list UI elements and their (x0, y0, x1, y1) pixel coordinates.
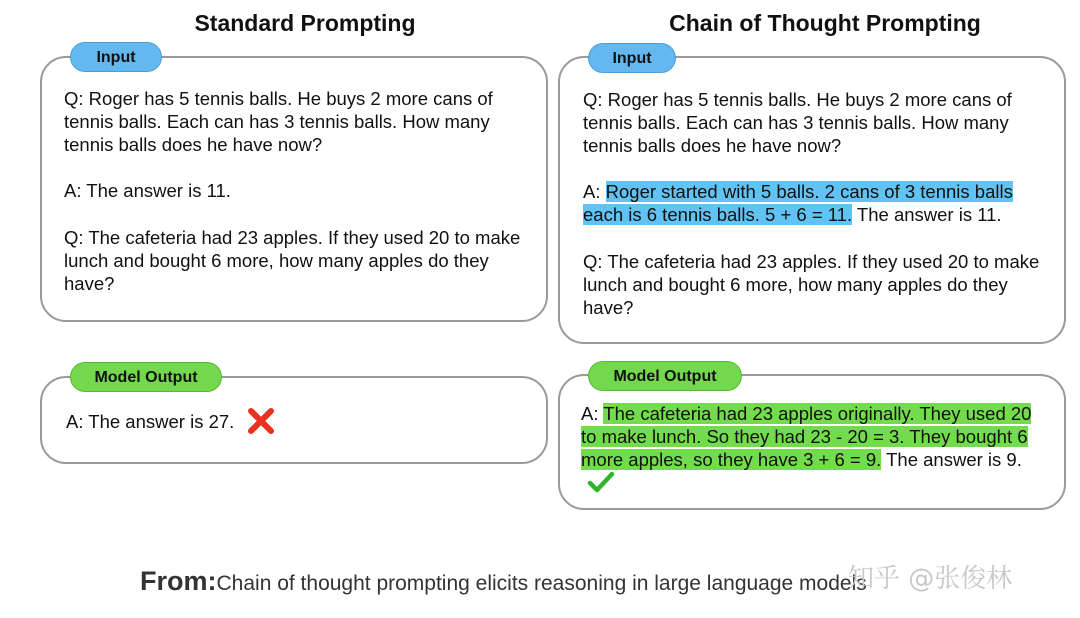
standard-prompting-heading: Standard Prompting (194, 10, 416, 36)
standard-output-text (66, 409, 526, 437)
cot-answer-1-result: The answer is 11. (856, 204, 1002, 225)
cot-answer-1 (583, 180, 1053, 226)
cot-output-reasoning: The cafeteria had 23 apples originally. They used 20 to make lunch. So they had 23 - 20 = 3. They bought 6 more apples, so they have 3 + 6 = 9. (581, 403, 1032, 470)
standard-question-2: Q: The cafeteria had 23 apples. If they used 20 to make lunch and bought 6 more, how many apples do they have? (64, 227, 521, 294)
cot-question-1: Q: Roger has 5 tennis balls. He buys 2 more cans of tennis balls. Each can has 3 tennis balls. How many tennis balls does he have now? (583, 89, 1012, 156)
cot-answer-1-reasoning: Roger started with 5 balls. 2 cans of 3 tennis balls each is 6 tennis balls. 5 + 6 = 11. (583, 181, 1013, 225)
paper-title: Chain of thought prompting elicits reasoning in large language models (216, 572, 867, 595)
cot-answer-1-prefix: A: (583, 181, 601, 202)
cot-input-label: Input (588, 43, 676, 73)
cot-prompting-heading: Chain of Thought Prompting (669, 10, 981, 36)
standard-output-answer: A: The answer is 27. (66, 410, 235, 432)
source-citation (140, 566, 867, 597)
cot-output-answer: The answer is 9. (886, 449, 1022, 470)
green-check-icon (587, 470, 615, 494)
standard-answer-1: A: The answer is 11. (64, 180, 231, 201)
cot-output-prefix: A: (581, 403, 599, 424)
standard-output-label: Model Output (70, 362, 222, 392)
from-label: From: (140, 566, 217, 596)
standard-input-label: Input (70, 42, 162, 72)
cot-question-2: Q: The cafeteria had 23 apples. If they used 20 to make lunch and bought 6 more, how many apples do they have? (583, 251, 1040, 318)
red-x-icon (245, 405, 277, 437)
cot-output-text (581, 402, 1043, 494)
cot-output-label: Model Output (588, 361, 742, 391)
watermark: 知乎 @张俊林 (848, 564, 1013, 594)
standard-question-1: Q: Roger has 5 tennis balls. He buys 2 more cans of tennis balls. Each can has 3 tennis balls. How many tennis balls does he have now? (64, 88, 493, 155)
